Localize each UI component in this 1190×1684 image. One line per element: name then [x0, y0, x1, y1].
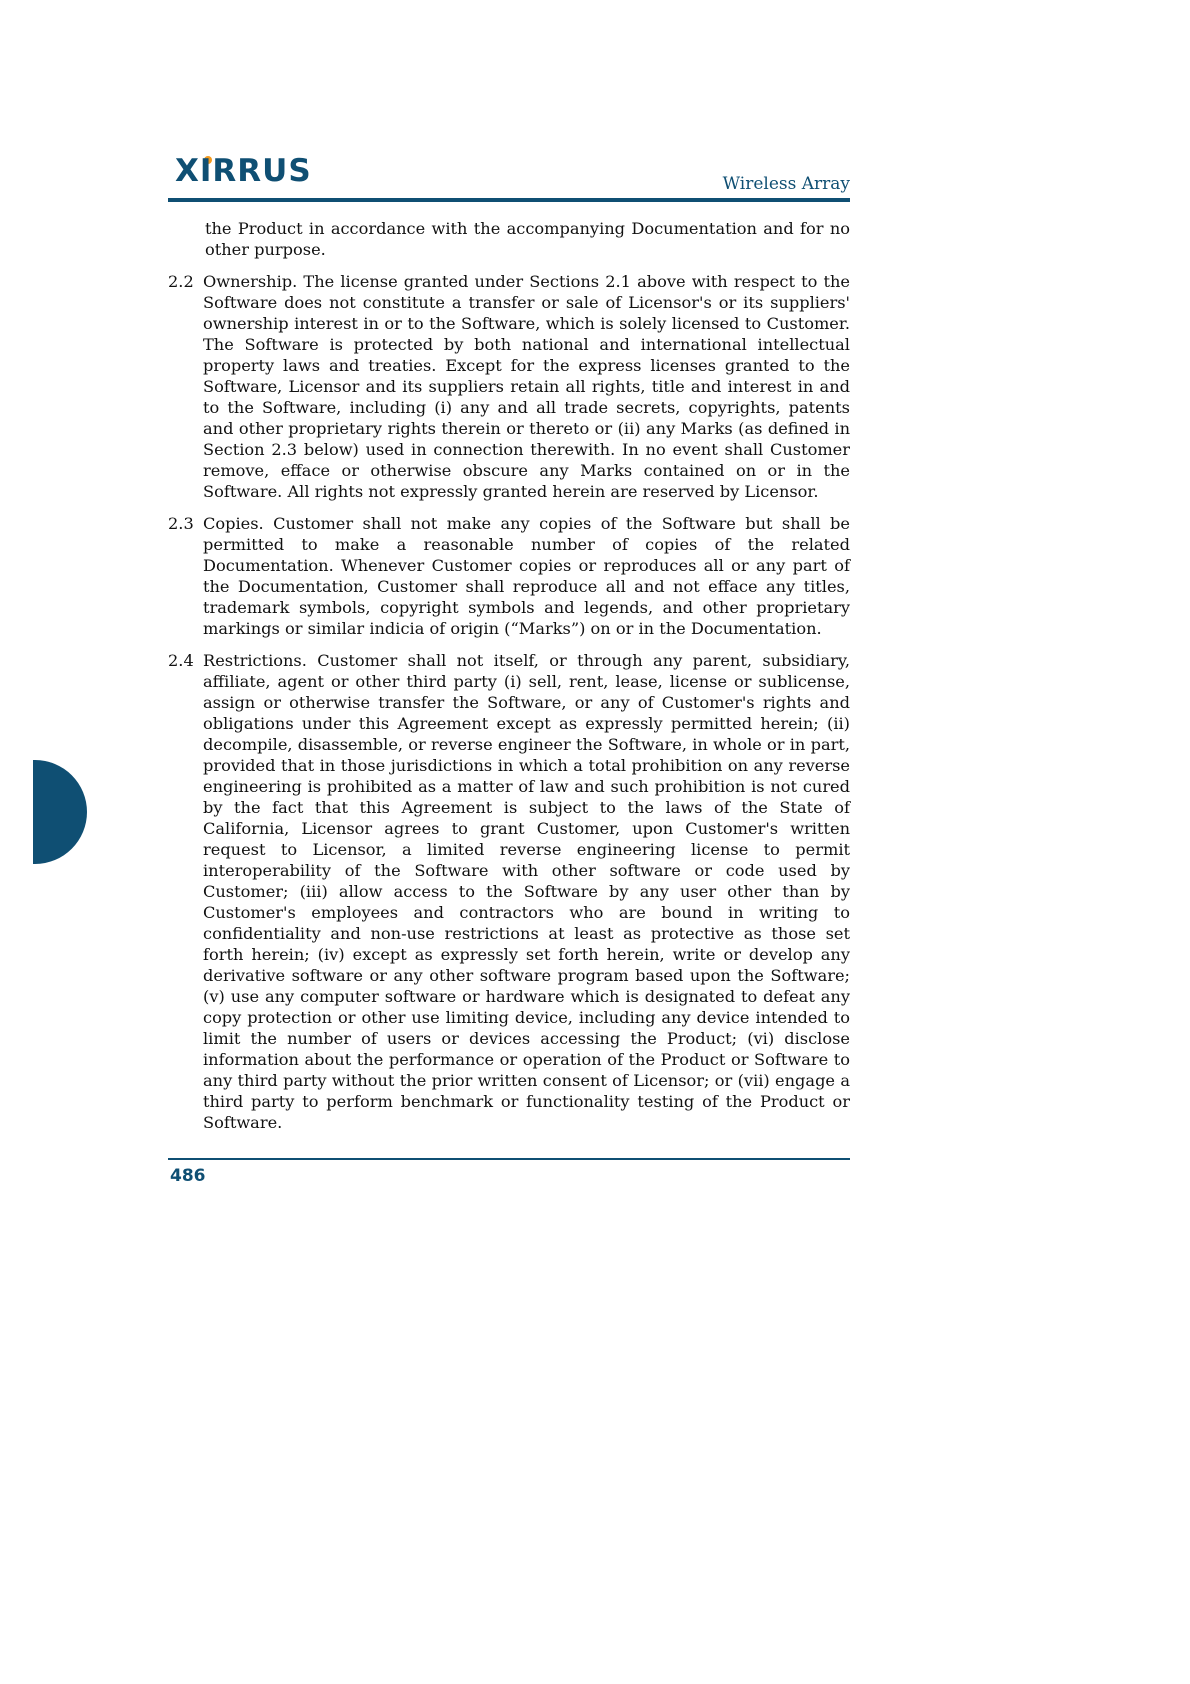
- header-title: Wireless Array: [722, 174, 850, 194]
- logo-text: XIRRUS: [175, 153, 312, 189]
- page-number: 486: [170, 1166, 206, 1186]
- document-body: [168, 218, 850, 1144]
- header-divider: [168, 198, 850, 202]
- footer-divider: [168, 1158, 850, 1160]
- continuation-paragraph: the Product in accordance with the accompanying Documentation and for no other purpose.: [205, 219, 850, 259]
- section-text: Ownership. The license granted under Sections 2.1 above with respect to the Software does not constitute a transfer or sale of Licensor's or its suppliers' ownership interest in or to the Software, which is solely licensed to Customer. The Software is protected by both national and international intellectual property laws and treaties. Except for the express licenses granted to the Software, Licensor and its suppliers retain all rights, title and interest in and to the Software, including (i) any and all trade secrets, copyrights, patents and other proprietary rights therein or thereto or (ii) any Marks (as defined in Section 2.3 below) used in connection therewith. In no event shall Customer remove, efface or otherwise obscure any Marks contained on or in the Software. All rights not expressly granted herein are reserved by Licensor.: [203, 272, 850, 501]
- section-number: 2.2: [168, 272, 194, 291]
- section-number: 2.4: [168, 651, 194, 670]
- section-2-4: [168, 650, 850, 1133]
- chapter-side-tab: [33, 760, 87, 864]
- section-text: Copies. Customer shall not make any copies of the Software but shall be permitted to make a reasonable number of copies of the related Documentation. Whenever Customer copies or reproduces all or any part of the Documentation, Customer shall reproduce all and not efface any titles, trademark symbols, copyright symbols and legends, and other proprietary markings or similar indicia of origin (“Marks”) on or in the Documentation.: [203, 514, 850, 638]
- section-2-3: [168, 513, 850, 639]
- section-2-2: [168, 271, 850, 502]
- section-number: 2.3: [168, 514, 194, 533]
- section-text: Restrictions. Customer shall not itself, or through any parent, subsidiary, affiliate, agent or other third party (i) sell, rent, lease, license or sublicense, assign or otherwise transfer the Software, or any of Customer's rights and obligations under this Agreement except as expressly permitted herein; (ii) decompile, disassemble, or reverse engineer the Software, in whole or in part, provided that in those jurisdictions in which a total prohibition on any reverse engineering is prohibited as a matter of law and such prohibition is not cured by the fact that this Agreement is subject to the laws of the State of California, Licensor agrees to grant Customer, upon Customer's written request to Licensor, a limited reverse engineering license to permit interoperability of the Software with other software or code used by Customer; (iii) allow access to the Software by any user other than by Customer's employees and contractors who are bound in writing to confidentiality and non-use restrictions at least as protective as those set forth herein; (iv) except as expressly set forth herein, write or develop any derivative software or any other software program based upon the Software; (v) use any computer software or hardware which is designated to defeat any copy protection or other use limiting device, including any device intended to limit the number of users or devices accessing the Product; (vi) disclose information about the performance or operation of the Product or Software to any third party without the prior written consent of Licensor; or (vii) engage a third party to perform benchmark or functionality testing of the Product or Software.: [203, 651, 850, 1132]
